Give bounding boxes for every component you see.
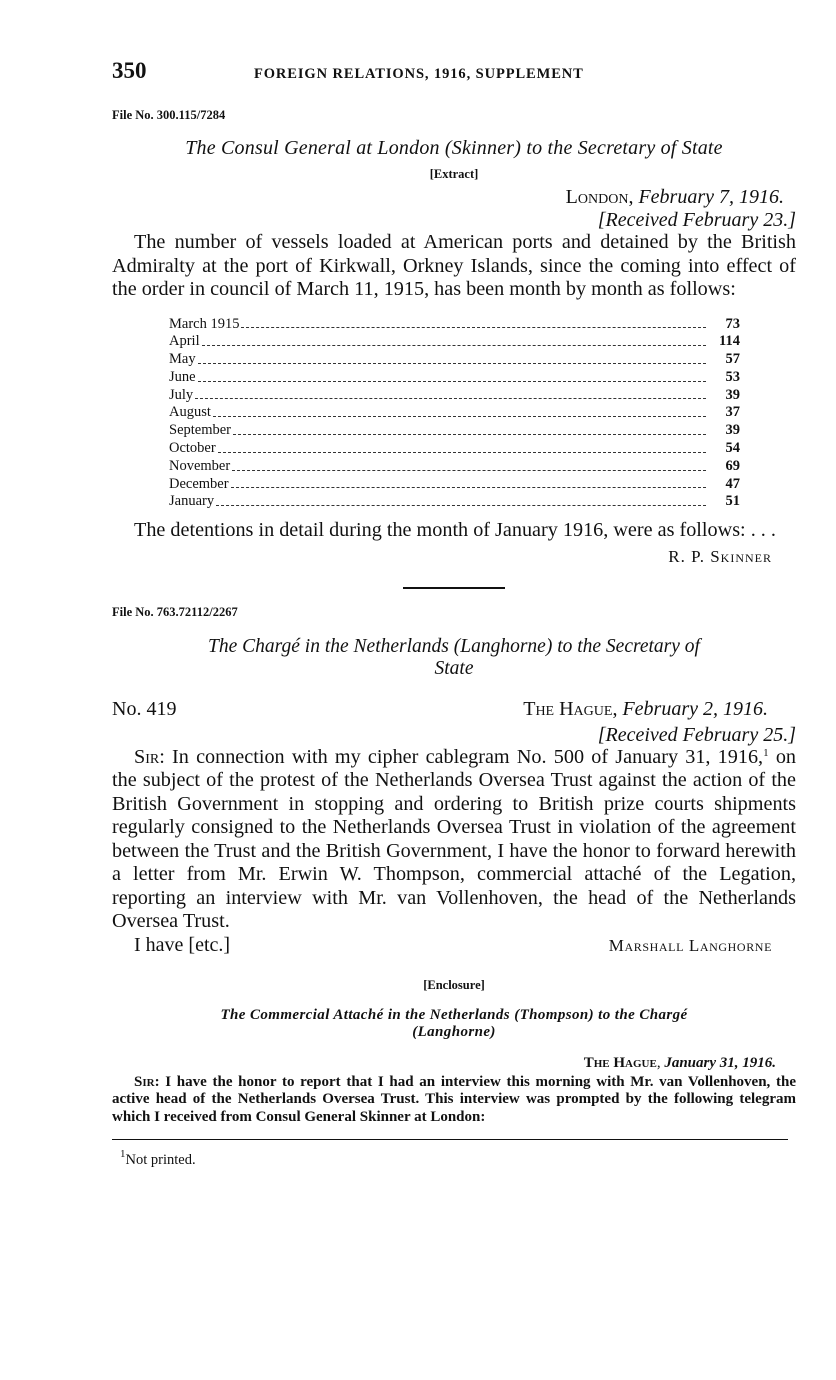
month-label: January [169,493,215,510]
document-number: No. 419 [112,697,177,720]
dateline-date: February 2, 1916. [622,697,768,720]
body-text: : In connection with my cipher cablegram No. 500 of January 31, 1916, [159,745,764,768]
enclosure-body [112,1074,796,1126]
file-number: File No. 763.72112/2267 [112,604,238,619]
dateline-place: The Hague [523,697,613,720]
month-label: April [169,333,200,350]
enclosure-heading [112,1007,796,1041]
footnote [112,1148,796,1169]
received-date: [Received February 25.] [597,723,796,746]
footnote-text: Not printed. [125,1152,196,1169]
dateline-date: January 31, 1916. [664,1054,776,1071]
extract-label: [Extract] [429,167,479,181]
month-value: 69 [725,457,740,474]
heading-line: State [434,657,474,679]
dot-leader [216,493,706,506]
month-row [169,333,740,351]
heading-line: (Langhorne) [412,1023,496,1040]
page [112,58,796,1169]
dot-leader [233,422,706,435]
signature-name: R. P. Skinner [668,546,772,566]
month-value: 39 [725,422,740,439]
month-value: 51 [725,493,740,510]
month-label: May [169,351,196,368]
salutation: Sir [134,745,160,768]
dateline-place: The Hague [583,1054,657,1071]
dot-leader [195,387,706,400]
dateline: London, February 7, 1916. [565,186,784,208]
month-label: November [169,457,231,474]
closing-text: I have [etc.] [134,933,231,956]
month-label: July [169,386,194,403]
enclosure-label: [Enclosure] [423,977,485,992]
month-row [169,387,740,405]
page-number: 350 [112,58,147,83]
month-row [169,369,740,387]
intro-paragraph: The number of vessels loaded at American ports and detained by the British Admiralty at the port of Kirkwall, Orkney Islands, since the coming into effect of the order in council of March 11, 1915, has been month by month as follows: [112,231,796,300]
month-value: 54 [725,440,740,457]
month-row [169,351,740,369]
section-divider [403,587,505,589]
salutation: Sir [134,1073,155,1090]
closing-line [112,934,796,958]
letter-body [112,746,796,934]
month-value: 47 [725,475,740,492]
dateline-date: February 7, 1916. [638,186,784,208]
dateline: The Hague, January 31, 1916. [583,1054,776,1071]
month-value: 73 [725,315,740,332]
monthly-detentions-list [169,316,740,512]
document-heading [112,636,796,680]
month-row [169,476,740,494]
month-row [169,404,740,422]
dateline: The Hague, February 2, 1916. [523,697,768,720]
dateline-place: London [565,186,629,208]
footnote-reference: 1 [763,746,769,759]
month-label: June [169,368,196,385]
heading-line: The Commercial Attaché in the Netherlands (Thompson) to the Chargé [220,1006,688,1023]
footnote-marker: 1 [120,1148,126,1161]
detention-paragraph: The detentions in detail during the month of January 1916, were as follows: . . . [134,519,776,542]
received-date: [Received February 23.] [597,209,796,231]
body-text: on the subject of the protest of the Netherlands Oversea Trust against the action of the British Government in stopping and ordering to British prize courts shipments regularly consigned to the Netherlands Oversea Trust in violation of the agreement between the Trust and the British Government, I have the honor to forward herewith a letter from Mr. Erwin W. Thompson, commercial attaché of the Legation, reporting an interview with Mr. van Vollenhoven, the head of the Netherlands Oversea Trust. [112,745,796,933]
month-row [169,440,740,458]
month-value: 114 [719,333,740,350]
dot-leader [241,316,706,329]
number-dateline [112,698,796,724]
heading-line: The Chargé in the Netherlands (Langhorne) to the Secretary of [208,635,700,657]
dot-leader [198,369,706,382]
month-value: 39 [725,386,740,403]
month-label: September [169,422,232,439]
signature [112,547,796,567]
dot-leader [231,476,706,489]
month-value: 53 [725,368,740,385]
file-number: File No. 300.115/7284 [112,108,226,122]
month-value: 57 [725,351,740,368]
signature: Marshall Langhorne [608,935,772,955]
month-label: August [169,404,211,421]
running-title: FOREIGN RELATIONS, 1916, SUPPLEMENT [254,66,584,82]
document-heading: The Consul General at London (Skinner) to the Secretary of State [185,137,723,159]
running-header [112,58,796,92]
dot-leader [202,333,706,346]
dot-leader [198,351,706,364]
month-value: 37 [725,404,740,421]
dot-leader [218,440,706,453]
month-label: March 1915 [169,315,240,332]
body-text: : I have the honor to report that I had an interview this morning with Mr. van Vollenhoven, the active head of the Netherlands Oversea Trust. This interview was prompted by the following telegram which I received from Consul General Skinner at London: [112,1073,796,1125]
month-row [169,316,740,334]
month-label: December [169,475,229,492]
month-row [169,422,740,440]
month-label: October [169,440,216,457]
dot-leader [213,404,706,417]
month-row [169,458,740,476]
footnote-rule [112,1139,788,1141]
dot-leader [232,458,706,471]
month-row [169,493,740,511]
